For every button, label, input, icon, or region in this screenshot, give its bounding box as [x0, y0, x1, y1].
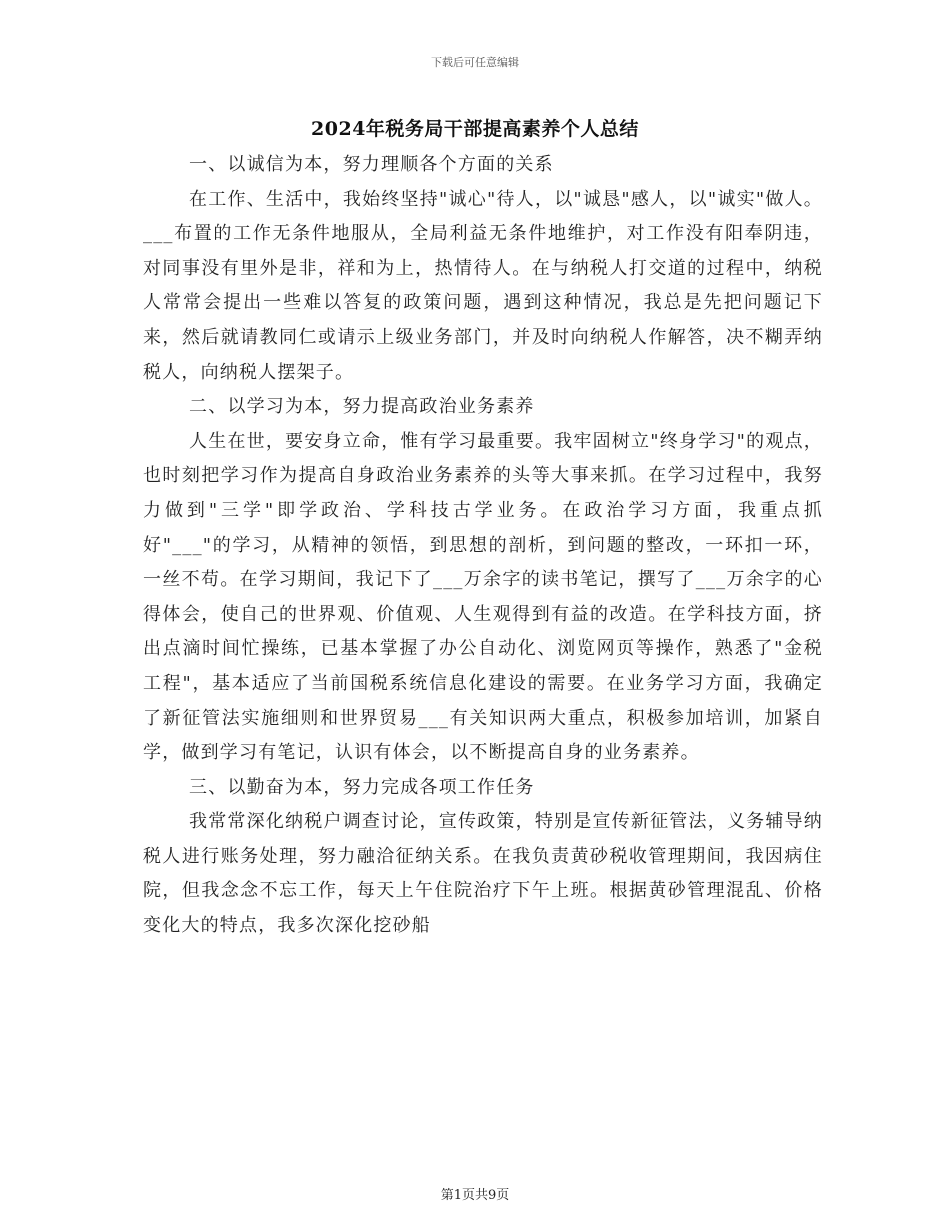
- section-heading-3: 三、以勤奋为本，努力完成各项工作任务: [189, 776, 535, 798]
- section-heading-1: 一、以诚信为本，努力理顺各个方面的关系: [189, 154, 554, 175]
- section-paragraph-3: 我常常深化纳税户调查讨论，宣传政策，特别是宣传新征管法，义务辅导纳税人进行账务处理，努力融洽征纳关系。在我负责黄砂税收管理期间，我因病住院，但我念念不忘工作，每天上午住院治疗下午上班。根据黄砂管理混乱、价格变化大的特点，我多次深化挖砂船: [143, 811, 823, 937]
- document-title: 2024年税务局干部提高素养个人总结: [311, 118, 639, 140]
- section-heading-2: 二、以学习为本，努力提高政治业务素养: [189, 396, 535, 418]
- section-paragraph-2: 人生在世，要安身立命，惟有学习最重要。我牢固树立"终身学习"的观点，也时刻把学习作为提高自身政治业务素养的头等大事来抓。在学习过程中，我努力做到"三学"即学政治、学科技古学业务。在政治学习方面，我重点抓好"___"的学习，从精神的领悟，到思想的剖析，到问题的整改，一环扣一环，一丝不苟。在学习期间，我记下了___万余字的读书笔记，撰写了___万余字的心得体会，使自己的世界观、价值观、人生观得到有益的改造。在学科技方面，挤出点滴时间忙操练，已基本掌握了办公自动化、浏览网页等操作，熟悉了"金税工程"，基本适应了当前国税系统信息化建设的需要。在业务学习方面，我确定了新征管法实施细则和世界贸易___有关知识两大重点，积极参加培训，加紧自学，做到学习有笔记，认识有体会，以不断提高自身的业务素养。: [143, 430, 823, 764]
- page-number-footer: 第1页共9页: [440, 1188, 510, 1203]
- page-header-note: 下载后可任意编辑: [431, 56, 519, 69]
- document-body: [143, 148, 823, 944]
- section-paragraph-1: 在工作、生活中，我始终坚持"诚心"待人，以"诚恳"感人，以"诚实"做人。___布置的工作无条件地服从，全局利益无条件地维护，对工作没有阳奉阴违，对同事没有里外是非，祥和为上，热情待人。在与纳税人打交道的过程中，纳税人常常会提出一些难以答复的政策问题，遇到这种情况，我总是先把问题记下来，然后就请教同仁或请示上级业务部门，并及时向纳税人作解答，决不糊弄纳税人，向纳税人摆架子。: [143, 188, 823, 383]
